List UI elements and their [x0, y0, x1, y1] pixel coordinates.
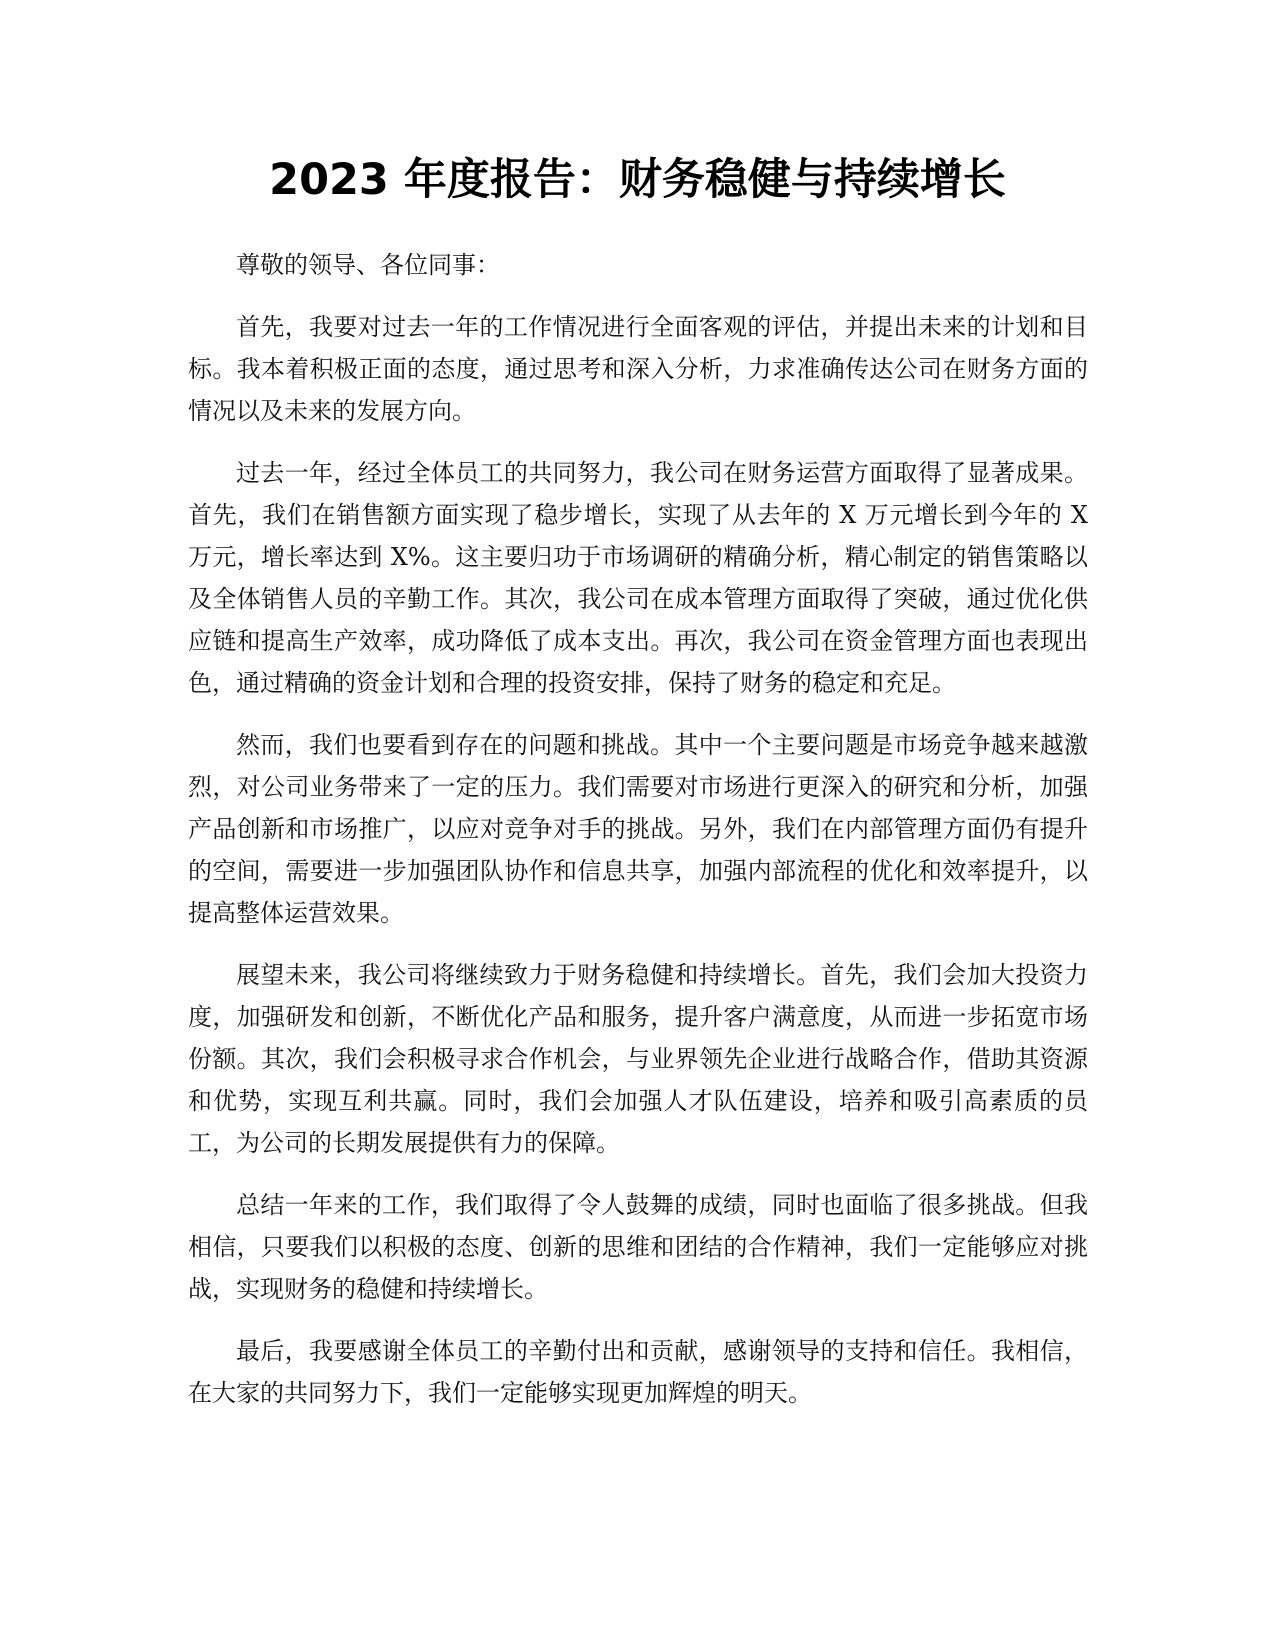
- document-title: 2023 年度报告：财务稳健与持续增长: [269, 155, 1006, 205]
- paragraph-closing: 最后，我要感谢全体员工的辛勤付出和贡献，感谢领导的支持和信任。我相信，在大家的共同努力下，我们一定能够实现更加辉煌的明天。: [188, 1337, 1088, 1407]
- paragraph-introduction: 首先，我要对过去一年的工作情况进行全面客观的评估，并提出未来的计划和目标。我本着积极正面的态度，通过思考和深入分析，力求准确传达公司在财务方面的情况以及未来的发展方向。: [188, 313, 1088, 425]
- document-body: [188, 244, 1088, 1434]
- paragraph-challenges: 然而，我们也要看到存在的问题和挑战。其中一个主要问题是市场竞争越来越激烈，对公司业务带来了一定的压力。我们需要对市场进行更深入的研究和分析，加强产品创新和市场推广，以应对竞争对手的挑战。另外，我们在内部管理方面仍有提升的空间，需要进一步加强团队协作和信息共享，加强内部流程的优化和效率提升，以提高整体运营效果。: [188, 731, 1088, 927]
- paragraph-outlook: 展望未来，我公司将继续致力于财务稳健和持续增长。首先，我们会加大投资力度，加强研发和创新，不断优化产品和服务，提升客户满意度，从而进一步拓宽市场份额。其次，我们会积极寻求合作机会，与业界领先企业进行战略合作，借助其资源和优势，实现互利共赢。同时，我们会加强人才队伍建设，培养和吸引高素质的员工，为公司的长期发展提供有力的保障。: [188, 961, 1088, 1157]
- paragraph-summary: 总结一年来的工作，我们取得了令人鼓舞的成绩，同时也面临了很多挑战。但我相信，只要我们以积极的态度、创新的思维和团结的合作精神，我们一定能够应对挑战，实现财务的稳健和持续增长。: [188, 1191, 1088, 1303]
- paragraph-achievements: 过去一年，经过全体员工的共同努力，我公司在财务运营方面取得了显著成果。首先，我们在销售额方面实现了稳步增长，实现了从去年的 X 万元增长到今年的 X 万元，增长率达到 X%。这主要归功于市场调研的精确分析，精心制定的销售策略以及全体销售人员的辛勤工作。其次，我公司在成本管理方面取得了突破，通过优化供应链和提高生产效率，成功降低了成本支出。再次，我公司在资金管理方面也表现出色，通过精确的资金计划和合理的投资安排，保持了财务的稳定和充足。: [188, 459, 1088, 697]
- salutation: 尊敬的领导、各位同事：: [236, 251, 500, 279]
